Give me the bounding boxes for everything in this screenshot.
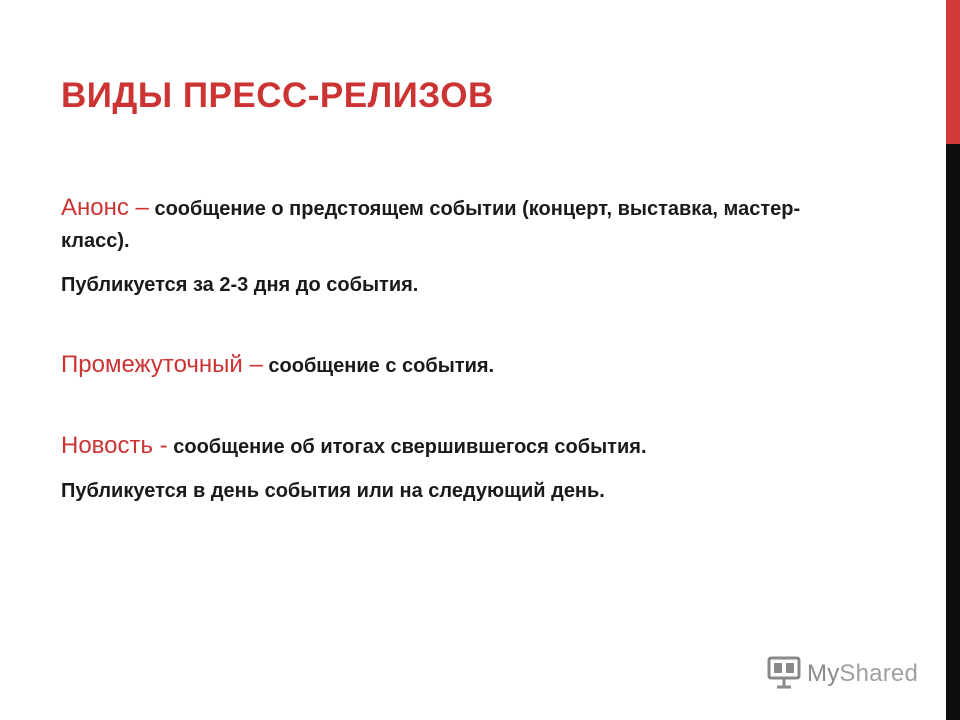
definition-news: сообщение об итогах свершившегося события. [167,436,647,458]
term-anons: Анонс – [61,194,149,221]
item-anons [61,192,821,257]
definition-intermediate: сообщение с события. [262,355,495,377]
item-news [61,430,821,463]
term-intermediate: Промежуточный – [61,351,263,378]
myshared-logo [766,656,918,692]
slide-title: ВИДЫ ПРЕСС-РЕЛИЗОВ [61,76,494,115]
presentation-board-icon [766,654,802,695]
note-anons: Публикуется за 2-3 дня до события. [61,274,419,296]
logo-text: MyShared [807,660,918,687]
item-intermediate [61,349,821,382]
side-bar-accent [946,0,960,144]
slide-content [61,192,821,507]
definition-anons: сообщение о предстоящем событии (концерт, выставка, мастер-класс). [61,198,801,252]
note-news: Публикуется в день события или на следующий день. [61,480,605,502]
term-news: Новость - [61,432,168,459]
